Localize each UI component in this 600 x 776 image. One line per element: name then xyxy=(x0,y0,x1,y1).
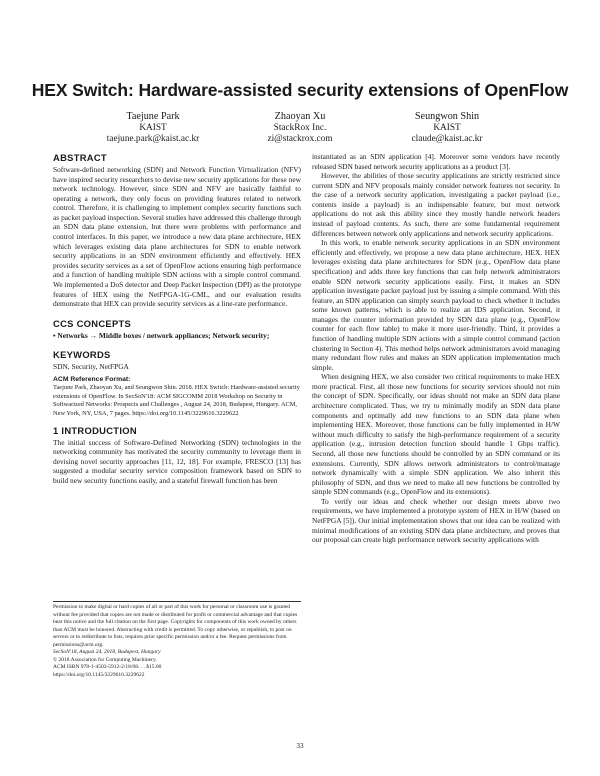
author-3-affiliation: KAIST xyxy=(433,122,461,133)
right-paragraph-2: However, the abilities of those security applications are strictly restricted since current SDN and NFV proposals mainly consider network features not security. In the case of a network security application, investigating a packet payload (i.e., contents inside a payload) is an indispensable feature, but most network applications do not ask this ability since they mostly handle network headers instead of payload contents. As such, there are some fundamental requirement differences between network only applications and network security applications. xyxy=(312,171,560,238)
intro-heading: 1 INTRODUCTION xyxy=(53,424,137,436)
paper-title: HEX Switch: Hardware-assisted security extensions of OpenFlow xyxy=(31,80,569,100)
acm-ref-text: Taejune Park, Zhaoyan Xu, and Seungwon Shin. 2018. HEX Switch: Hardware-assisted security extensions of OpenFlow. In SecSoN'18: ACM SIGCOMM 2018 Workshop on Security in Softwarized Networks: Prospects and Challenges , August 24, 2018, Budapest, Hungary. ACM, New York, NY, USA, 7 pages. https://doi.org/10.1145/3229616.3229622 xyxy=(53,383,300,417)
author-2-name: Zhaoyan Xu xyxy=(274,111,326,122)
ccs-heading: CCS CONCEPTS xyxy=(53,317,132,329)
ccs-text: • Networks → Middle boxes / network appliances; Network security; xyxy=(53,330,270,340)
intro-paragraph-1: The initial success of Software-Defined Networking (SDN) technologies in the networking community has motivated the security community to leverage them in devising novel security approaches [11, 12, 18]. For example, FRESCO [13] has suggested a modular security service composition framework based on SDN to build new security functions easily, and a stateful firewall function has been xyxy=(53,437,301,485)
acm-ref-heading: ACM Reference Format: xyxy=(53,375,131,383)
abstract-heading: ABSTRACT xyxy=(53,152,107,163)
author-1-email: taejune.park@kaist.ac.kr xyxy=(106,134,200,144)
author-3-name: Seungwon Shin xyxy=(414,111,480,122)
footnote xyxy=(53,604,301,679)
author-3 xyxy=(357,111,537,146)
right-column xyxy=(312,152,560,545)
abstract-text: Software-defined networking (SDN) and Network Function Virtualization (NFV) have inspired security researchers to devise new security applications for these new network technology. However, since SDN and NFV are basically faithful to operating a network, they only focus on providing features related to network control. Therefore, it is challenging to implement complex security functions such as packet payload inspection. Several studies have addressed this challenge through an SDN data plane extension, but there were problems with performance and control interfaces. In this paper, we introduce a new data plane architecture, HEX which leverages existing data plane architectures for SDN to enable network security applications in an SDN environment efficiently and effectively. HEX provides security services as a set of OpenFlow actions ensuring high performance and a function of handling multiple SDN actions with a simple control command. We implemented a DoS detector and Deep Packet Inspection (DPI) as the prototype features of HEX using the NetFPGA-1G-CML, and our evaluation results demonstrate that HEX can provide security services as a line-rate performance. xyxy=(53,165,301,309)
author-2-email: zi@stackrox.com xyxy=(267,134,333,144)
isbn-line: ACM ISBN 978-1-4503-5912-2/18/08. . . $15.00 xyxy=(53,664,162,671)
keywords-heading: KEYWORDS xyxy=(53,349,111,361)
permission-notice: Permission to make digital or hard copies of all or part of this work for personal or classroom use is granted without fee provided that copies are not made or distributed for profit or commercial advantage and that copies bear this notice and the full citation on the first page. Copyrights for components of this work owned by others than ACM must be honored. Abstracting with credit is permitted. To copy otherwise, or republish, to post on servers or to redistribute to lists, requires prior specific permission and/or a fee. Request permissions from permissions@acm.org. xyxy=(53,604,298,648)
author-3-email: claude@kaist.ac.kr xyxy=(411,134,483,144)
copyright-line: © 2018 Association for Computing Machinery. xyxy=(53,656,157,663)
page-number: 33 xyxy=(296,742,304,750)
left-column xyxy=(53,152,301,486)
right-paragraph-1: instantiated as an SDN application [4]. Moreover some vendors have recently released SDN based network security applications as a product [3]. xyxy=(312,152,560,171)
right-paragraph-3: In this work, to enable network security applications in an SDN environment efficiently and effectively, we propose a new data plane architecture, HEX. HEX leverages existing data plane architectures for SDN (e.g., OpenFlow data plane specification) and adds three key functions that can help network administrators enable SDN network security applications easily. First, it makes an SDN application investigate packet payload just by issuing a simple command. With this feature, an SDN application can simply search payload to check whether it includes some known patterns, which is able to realize an IDS application. Second, it manages the counter information provided by SDN data plane (e.g., OpenFlow counter for each flow table) to make it more user-friendly. Third, it provides a function of handling multiple SDN actions with a simple control command (action clustering in Section 4). This method helps network administrators avoid managing many redundant flow rules and makes an SDN application implementation much simple. xyxy=(312,238,560,372)
right-paragraph-5: To verify our ideas and check whether our design meets above two requirements, we have implemented a prototype system of HEX in H/W (based on NetFPGA [5]). Our initial implementation shows that our idea can be realized with minimal modifications of an existing SDN data plane architecture, and proves that our proposal can create high performance network security applications with xyxy=(312,496,560,545)
author-1-name: Taejune Park xyxy=(126,111,180,122)
keywords-text: SDN, Security, NetFPGA xyxy=(53,362,129,372)
author-1-affiliation: KAIST xyxy=(139,122,167,133)
footnote-divider xyxy=(53,601,301,602)
right-paragraph-4: When designing HEX, we also consider two critical requirements to make HEX more practical. First, all those new functions for security services should not ruin the concept of SDN. Specifically, our ideas should not make an SDN data plane architecture complicated. Thus, we try to minimally modify an SDN data plane components and optimally add new functions to an SDN data plane when implementing HEX. Moreover, those functions can be fully implemented in H/W without much difficulty to satisfy the high-performance requirement of a security application (e.g., intrusion detection function should handle 1 Gbps traffic). Second, all those new functions should be controlled by an SDN command or its extensions. Currently, SDN allows network administrators to control/manage network dynamically with a simple SDN application. We also inherit this philosophy of SDN, and thus we need to make all new functions be controlled by simple SDN commands (e.g., OpenFlow and its extensions). xyxy=(312,372,560,497)
doi-link[interactable]: https://doi.org/10.1145/3229616.3229622 xyxy=(53,671,145,678)
venue-line: SecSoN'18, August 24, 2018, Budapest, Hungary xyxy=(53,649,161,656)
author-2-affiliation: StackRox Inc. xyxy=(273,122,327,133)
